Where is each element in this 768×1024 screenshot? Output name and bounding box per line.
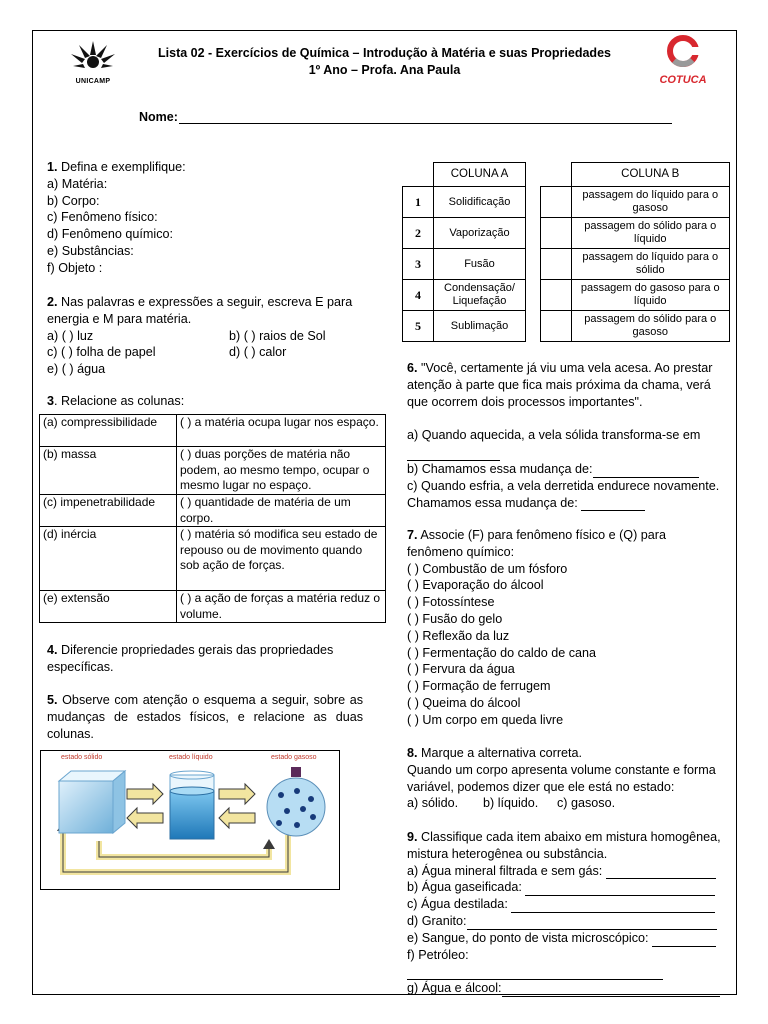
answer-line[interactable]	[407, 448, 500, 461]
column-b-label: passagem do líquido para o gasoso	[571, 187, 730, 218]
column-b-label: passagem do líquido para o sólido	[571, 249, 730, 280]
q1-number: 1.	[47, 160, 58, 174]
q1-item: f) Objeto :	[47, 260, 103, 275]
q1-item: a) Matéria:	[47, 176, 108, 191]
q3-left-cell: (b) massa	[40, 447, 177, 495]
table-row	[403, 187, 526, 218]
page-title-line1: Lista 02 - Exercícios de Química – Introdução à Matéria e suas Propriedades	[158, 46, 611, 60]
q7-text: Associe (F) para fenômeno físico e (Q) para fenômeno químico:	[407, 528, 667, 559]
q5-text: Observe com atenção o esquema a seguir, sobre as mudanças de estados físicos, e relacione as duas colunas.	[47, 693, 364, 741]
q6-item-b: b) Chamamos essa mudança de:	[407, 461, 725, 478]
answer-line[interactable]	[407, 967, 663, 980]
q2-option: b) ( ) raios de Sol	[229, 328, 326, 343]
q9-item: f) Petróleo:	[407, 947, 725, 981]
answer-line[interactable]	[581, 498, 645, 511]
q8-option: c) gasoso.	[557, 796, 616, 811]
q7-item: ( ) Fermentação do caldo de cana	[407, 645, 597, 660]
table-row	[541, 187, 730, 218]
table-row	[40, 447, 386, 495]
q9-number: 9.	[407, 830, 418, 844]
q2-number: 2.	[47, 295, 58, 309]
q1-item: b) Corpo:	[47, 193, 100, 208]
table-row	[403, 163, 526, 187]
column-a-number: 2	[403, 218, 434, 249]
column-a-label: Condensação/ Liquefação	[434, 280, 526, 311]
table-row	[403, 249, 526, 280]
worksheet-page	[32, 30, 737, 995]
q9-item: c) Água destilada:	[407, 896, 725, 913]
q9-item: d) Granito:	[407, 913, 725, 930]
answer-line[interactable]	[593, 465, 699, 478]
state-change-illustration	[41, 751, 339, 889]
q3-left-cell: (a) compressibilidade	[40, 415, 177, 447]
q3-right-cell: ( ) duas porções de matéria não podem, ao mesmo tempo, ocupar o mesmo lugar no espaço.	[177, 447, 386, 495]
q4-text: Diferencie propriedades gerais das propriedades específicas.	[47, 643, 334, 674]
column-b-answer-box[interactable]	[541, 249, 572, 280]
unicamp-logo-text: UNICAMP	[75, 78, 111, 85]
q9-text: Classifique cada item abaixo em mistura homogênea, mistura heterogênea ou substância.	[407, 830, 721, 861]
answer-line[interactable]	[511, 900, 715, 913]
q2-text: Nas palavras e expressões a seguir, escreva E para energia e M para matéria.	[47, 295, 353, 326]
q3-number: 3	[47, 394, 55, 408]
q6-number: 6.	[407, 361, 418, 375]
q1-item: d) Fenômeno químico:	[47, 227, 173, 242]
answer-line[interactable]	[525, 883, 715, 896]
q2-option: c) ( ) folha de papel	[47, 345, 156, 360]
table-row	[403, 280, 526, 311]
name-label: Nome:	[139, 110, 178, 124]
answer-line[interactable]	[652, 934, 716, 947]
column-b-answer-box[interactable]	[541, 218, 572, 249]
q9-item: e) Sangue, do ponto de vista microscópico:	[407, 930, 725, 947]
q7-item: ( ) Queima do álcool	[407, 695, 521, 710]
q8-option: b) líquido.	[483, 796, 539, 811]
q2-option: a) ( ) luz	[47, 328, 94, 343]
q8-text: Marque a alternativa correta.	[421, 746, 583, 760]
question-6	[407, 360, 725, 511]
q7-number: 7.	[407, 528, 418, 542]
q2-option: e) ( ) água	[47, 362, 106, 377]
q1-item: e) Substâncias:	[47, 243, 134, 258]
question-1	[47, 159, 387, 277]
q3-right-cell: ( ) a matéria ocupa lugar nos espaço.	[177, 415, 386, 447]
table-row	[40, 415, 386, 447]
q3-text: . Relacione as colunas:	[54, 394, 185, 408]
q2-option: d) ( ) calor	[229, 345, 287, 360]
column-b-label: passagem do sólido para o gasoso	[571, 311, 730, 342]
diagram-label-liquid: estado líquido	[169, 754, 213, 761]
q9-item: g) Água e álcool:	[407, 980, 725, 997]
table-row	[40, 495, 386, 527]
diagram-label-solid: estado sólido	[61, 754, 103, 761]
question-9	[407, 829, 725, 997]
q3-left-cell: (c) impenetrabilidade	[40, 495, 177, 527]
q3-right-cell: ( ) a ação de forças a matéria reduz o volume.	[177, 591, 386, 623]
question-7	[407, 527, 725, 729]
question-2	[47, 294, 382, 378]
question-3	[47, 393, 387, 410]
column-a-number: 1	[403, 187, 434, 218]
column-a-label: Fusão	[434, 249, 526, 280]
q2-option-row	[47, 328, 382, 345]
column-a-number: 4	[403, 280, 434, 311]
column-b-header: COLUNA B	[571, 163, 730, 187]
table-row	[541, 218, 730, 249]
q8-text2: Quando um corpo apresenta volume constante e forma variável, podemos dizer que ele está no estado:	[407, 762, 716, 794]
q7-item: ( ) Fotossíntese	[407, 595, 495, 610]
table-row	[40, 591, 386, 623]
q9-item: a) Água mineral filtrada e sem gás:	[407, 863, 725, 880]
column-a-label: Vaporização	[434, 218, 526, 249]
q1-item: c) Fenômeno físico:	[47, 210, 158, 225]
column-a-number: 5	[403, 311, 434, 342]
q2-option-row	[47, 344, 382, 361]
q7-item: ( ) Um corpo em queda livre	[407, 712, 564, 727]
column-a-header: COLUNA A	[434, 163, 526, 187]
column-a-label: Solidificação	[434, 187, 526, 218]
q9-item: b) Água gaseificada:	[407, 879, 725, 896]
q6-item-a: a) Quando aquecida, a vela sólida transforma-se em	[407, 427, 725, 461]
table-row	[541, 280, 730, 311]
table-row	[403, 218, 526, 249]
q7-item: ( ) Reflexão da luz	[407, 628, 510, 643]
page-title-line2: 1º Ano – Profa. Ana Paula	[308, 63, 461, 77]
column-b-answer-box[interactable]	[541, 280, 572, 311]
column-b-label: passagem do gasoso para o líquido	[571, 280, 730, 311]
question-8	[407, 745, 725, 812]
page-title	[33, 45, 736, 79]
question-5	[47, 692, 363, 742]
column-a-table	[402, 162, 526, 342]
q3-left-cell: (d) inércia	[40, 527, 177, 591]
q8-option: a) sólido.	[407, 796, 459, 811]
name-field	[139, 110, 672, 124]
q3-right-cell: ( ) quantidade de matéria de um corpo.	[177, 495, 386, 527]
column-a-number: 3	[403, 249, 434, 280]
state-change-diagram	[40, 750, 340, 890]
q7-item: ( ) Fervura da água	[407, 662, 515, 677]
diagram-label-gas: estado gasoso	[271, 754, 317, 761]
column-b-table	[540, 162, 730, 342]
q5-number: 5.	[47, 693, 58, 707]
q6-item-c: c) Quando esfria, a vela derretida endurece novamente. Chamamos essa mudança de:	[407, 478, 720, 510]
q8-options	[407, 795, 725, 812]
column-b-answer-box[interactable]	[541, 187, 572, 218]
answer-line[interactable]	[467, 917, 717, 930]
cotuca-logo-text: COTUCA	[659, 74, 707, 86]
question-4	[47, 642, 377, 676]
q8-number: 8.	[407, 746, 418, 760]
q2-option-row	[47, 361, 382, 378]
q4-number: 4.	[47, 643, 58, 657]
q7-item: ( ) Combustão de um fósforo	[407, 561, 568, 576]
table-row	[541, 163, 730, 187]
column-b-answer-box[interactable]	[541, 311, 572, 342]
name-line[interactable]	[179, 110, 672, 124]
table-row	[40, 527, 386, 591]
answer-line[interactable]	[606, 866, 716, 879]
q7-item: ( ) Formação de ferrugem	[407, 679, 551, 694]
q3-right-cell: ( ) matéria só modifica seu estado de repouso ou de movimento quando sob ação de forças.	[177, 527, 386, 591]
table-row	[403, 311, 526, 342]
column-b-label: passagem do sólido para o líquido	[571, 218, 730, 249]
q3-left-cell: (e) extensão	[40, 591, 177, 623]
table-row	[541, 249, 730, 280]
column-a-label: Sublimação	[434, 311, 526, 342]
table-row	[541, 311, 730, 342]
answer-line[interactable]	[502, 984, 720, 997]
q3-relation-table	[39, 414, 386, 623]
q7-item: ( ) Evaporação do álcool	[407, 578, 544, 593]
q1-text: Defina e exemplifique:	[61, 160, 186, 174]
q6-text: "Você, certamente já viu uma vela acesa. Ao prestar atenção à parte que fica mais próxima da chama, verá que ocorrem dois processos importantes".	[407, 361, 713, 409]
q7-item: ( ) Fusão do gelo	[407, 611, 503, 626]
